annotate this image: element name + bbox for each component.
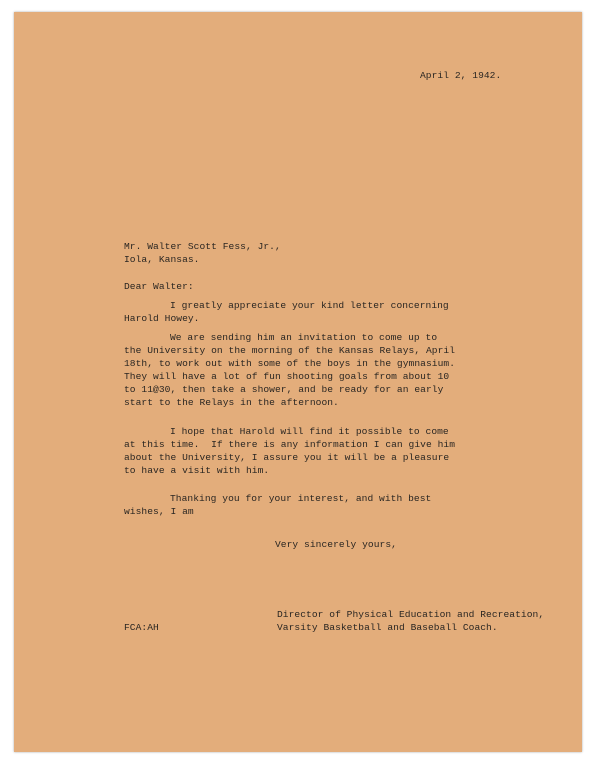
paragraph-line: I hope that Harold will find it possible to come — [170, 426, 449, 437]
letter-page — [14, 12, 582, 752]
paragraph-line: Thanking you for your interest, and with best — [170, 493, 432, 504]
paragraph-line: the University on the morning of the Kansas Relays, April — [124, 345, 456, 356]
recipient-name: Mr. Walter Scott Fess, Jr., — [124, 241, 281, 252]
signature-title-line-1: Director of Physical Education and Recreation, — [277, 609, 545, 620]
paragraph-line: 18th, to work out with some of the boys in the gymnasium. — [124, 358, 456, 369]
signature-title-line-2: Varsity Basketball and Baseball Coach. — [277, 622, 498, 633]
letter-date: April 2, 1942. — [420, 70, 502, 81]
paragraph-line: to 11@30, then take a shower, and be ready for an early — [124, 384, 444, 395]
paragraph-line: at this time. If there is any information I can give him — [124, 439, 456, 450]
typist-initials: FCA:AH — [124, 622, 159, 633]
paragraph-line: to have a visit with him. — [124, 465, 270, 476]
paragraph-line: They will have a lot of fun shooting goals from about 10 — [124, 371, 450, 382]
paragraph-3 — [124, 425, 455, 477]
paragraph-line: Harold Howey. — [124, 313, 200, 324]
paragraph-line: wishes, I am — [124, 506, 194, 517]
closing: Very sincerely yours, — [275, 539, 397, 550]
paragraph-4 — [124, 492, 431, 518]
paragraph-line: I greatly appreciate your kind letter concerning — [170, 300, 449, 311]
paragraph-1 — [124, 299, 449, 325]
paragraph-2 — [124, 331, 455, 409]
salutation: Dear Walter: — [124, 281, 194, 292]
paragraph-line: We are sending him an invitation to come up to — [170, 332, 438, 343]
paragraph-line: about the University, I assure you it will be a pleasure — [124, 452, 450, 463]
paragraph-line: start to the Relays in the afternoon. — [124, 397, 339, 408]
recipient-city: Iola, Kansas. — [124, 254, 200, 265]
